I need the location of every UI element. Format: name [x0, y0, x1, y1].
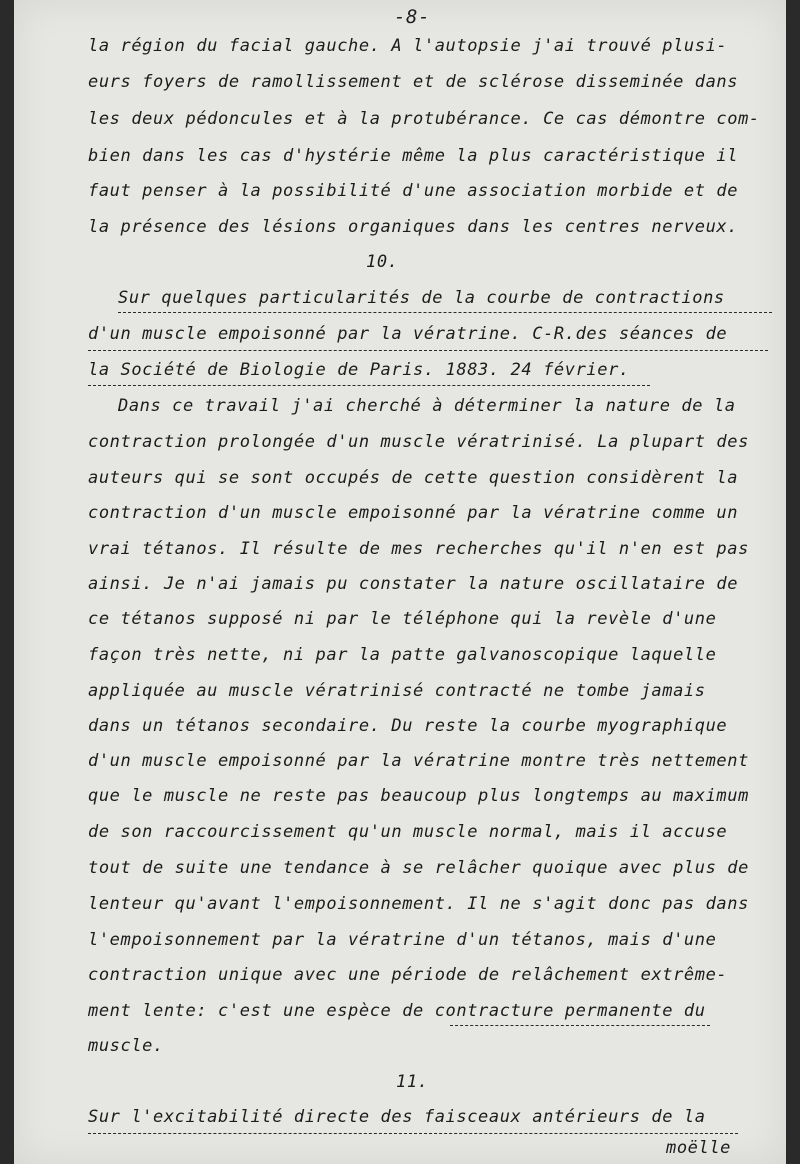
title-underline — [118, 312, 772, 313]
title-underline — [88, 385, 650, 386]
text-line: contraction d'un muscle empoisonné par la vératrine comme un — [88, 503, 739, 523]
text-line: auteurs qui se sont occupés de cette question considèrent la — [88, 468, 739, 488]
text-line: les deux pédoncules et à la protubérance. Ce cas démontre com- — [88, 109, 760, 129]
text-line: la présence des lésions organiques dans les centres nerveux. — [88, 217, 739, 237]
text-line: faut penser à la possibilité d'une association morbide et de — [88, 181, 739, 201]
text-line: lenteur qu'avant l'empoisonnement. Il ne s'agit donc pas dans — [88, 894, 749, 914]
text-line: Dans ce travail j'ai cherché à déterminer la nature de la — [118, 396, 736, 416]
text-line: l'empoisonnement par la vératrine d'un tétanos, mais d'une — [88, 930, 717, 950]
text-line: muscle. — [88, 1036, 164, 1056]
text-line: dans un tétanos secondaire. Du reste la courbe myographique — [88, 716, 728, 736]
text-line: contraction prolongée d'un muscle vératrinisé. La plupart des — [88, 432, 749, 452]
section-number: 11. — [396, 1072, 429, 1092]
text-line: bien dans les cas d'hystérie même la plus caractéristique il — [88, 146, 739, 166]
text-line: que le muscle ne reste pas beaucoup plus longtemps au maximum — [88, 786, 749, 806]
text-line: contraction unique avec une période de relâchement extrême- — [88, 965, 728, 985]
title-underline — [88, 350, 768, 351]
text-line: tout de suite une tendance à se relâcher quoique avec plus de — [88, 858, 749, 878]
section-title-line: Sur l'excitabilité directe des faisceaux antérieurs de la — [88, 1107, 706, 1127]
text-line: ainsi. Je n'ai jamais pu constater la nature oscillataire de — [88, 574, 739, 594]
text-line: façon très nette, ni par la patte galvanoscopique laquelle — [88, 645, 717, 665]
document-page — [14, 0, 786, 1164]
text-line: eurs foyers de ramollissement et de sclérose disseminée dans — [88, 72, 739, 92]
text-line: ce tétanos supposé ni par le téléphone qui la revèle d'une — [88, 609, 717, 629]
section-title-line: la Société de Biologie de Paris. 1883. 24 février. — [88, 360, 630, 380]
section-title-line: d'un muscle empoisonné par la vératrine. C-R.des séances de — [88, 324, 728, 344]
text-line: ment lente: c'est une espèce de contracture permanente du — [88, 1001, 706, 1021]
text-line: d'un muscle empoisonné par la vératrine montre très nettement — [88, 751, 749, 771]
section-title-line: moëlle — [666, 1138, 732, 1158]
text-line: de son raccourcissement qu'un muscle normal, mais il accuse — [88, 822, 728, 842]
title-underline — [88, 1133, 738, 1134]
section-title-line: Sur quelques particularités de la courbe de contractions — [118, 288, 725, 308]
text-line: la région du facial gauche. A l'autopsie j'ai trouvé plusi- — [88, 36, 728, 56]
text-line: appliquée au muscle vératrinisé contracté ne tombe jamais — [88, 681, 706, 701]
page-number: -8- — [394, 6, 431, 28]
term-underline — [450, 1025, 710, 1026]
section-number: 10. — [366, 252, 399, 272]
text-line: vrai tétanos. Il résulte de mes recherches qu'il n'en est pas — [88, 539, 749, 559]
